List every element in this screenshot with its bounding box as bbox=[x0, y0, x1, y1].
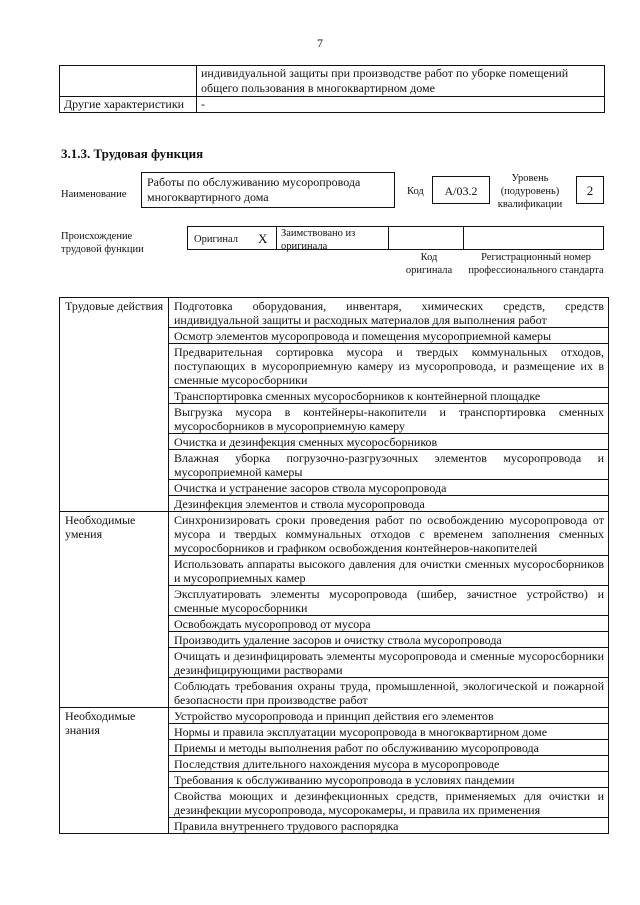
origin-box bbox=[187, 226, 604, 250]
name-label: Наименование bbox=[61, 189, 127, 200]
code-value: А/03.2 bbox=[432, 176, 490, 204]
list-item: Предварительная сортировка мусора и твердых коммунальных отходов, поступающих в мусороприемную камеру из мусоропровода, и размещение их в сменные мусоросборники bbox=[169, 344, 609, 388]
list-item: Нормы и правила эксплуатации мусоропровода в многоквартирном доме bbox=[169, 724, 609, 740]
divider bbox=[463, 226, 464, 250]
registration-number-caption: Регистрационный номер профессионального стандарта bbox=[468, 252, 604, 276]
table-cell-value: индивидуальной защиты при производстве работ по уборке помещений общего пользования в многоквартирном доме bbox=[197, 66, 605, 97]
list-item: Требования к обслуживанию мусоропровода в условиях пандемии bbox=[169, 772, 609, 788]
table-row bbox=[60, 512, 609, 556]
continuation-table bbox=[59, 65, 605, 113]
original-label: Оригинал bbox=[194, 234, 238, 245]
list-item: Устройство мусоропровода и принцип действия его элементов bbox=[169, 708, 609, 724]
table-cell-label bbox=[60, 66, 197, 97]
divider bbox=[388, 226, 389, 250]
list-item: Транспортировка сменных мусоросборников к контейнерной площадке bbox=[169, 388, 609, 404]
table-row bbox=[60, 66, 605, 97]
list-item: Правила внутреннего трудового распорядка bbox=[169, 818, 609, 834]
list-item: Очищать и дезинфицировать элементы мусоропровода и сменные мусоросборники дезинфицирующими растворами bbox=[169, 648, 609, 678]
list-item: Использовать аппараты высокого давления для очистки сменных мусоросборников и мусороприемных камер bbox=[169, 556, 609, 586]
qualification-level-label: Уровень (подуровень) квалификации bbox=[497, 173, 563, 210]
list-item: Свойства моющих и дезинфекционных средств, применяемых для очистки и дезинфекции мусоропровода, мусорокамеры, и правила их применения bbox=[169, 788, 609, 818]
code-of-original-caption: Код оригинала bbox=[405, 252, 453, 276]
category-labor-actions: Трудовые действия bbox=[60, 298, 169, 512]
list-item: Синхронизировать сроки проведения работ по освобождению мусоропровода от мусора и твердых коммунальных отходов с временем заполнения сменных мусоросборников и графиком освобождения контейнеров-накопителей bbox=[169, 512, 609, 556]
list-item: Освобождать мусоропровод от мусора bbox=[169, 616, 609, 632]
function-details-table bbox=[59, 297, 609, 834]
qualification-level-value: 2 bbox=[576, 176, 604, 204]
category-required-knowledge: Необходимые знания bbox=[60, 708, 169, 834]
origin-label: Происхождение трудовой функции bbox=[61, 231, 144, 255]
list-item: Выгрузка мусора в контейнеры-накопители и транспортировка сменных мусоросборников в мусороприемную камеру bbox=[169, 404, 609, 434]
section-title: 3.1.3. Трудовая функция bbox=[61, 146, 204, 161]
table-row bbox=[60, 298, 609, 328]
divider bbox=[276, 226, 277, 250]
borrowed-label: Заимствовано из оригинала bbox=[281, 228, 356, 252]
list-item: Производить удаление засоров и очистку ствола мусоропровода bbox=[169, 632, 609, 648]
list-item: Очистка и устранение засоров ствола мусоропровода bbox=[169, 480, 609, 496]
table-cell-label: Другие характеристики bbox=[60, 97, 197, 113]
code-label: Код bbox=[407, 186, 424, 197]
table-cell-value: - bbox=[197, 97, 605, 113]
table-row bbox=[60, 97, 605, 113]
list-item: Дезинфекция элементов и ствола мусоропровода bbox=[169, 496, 609, 512]
list-item: Подготовка оборудования, инвентаря, химических средств, средств индивидуальной защиты и расходных материалов для выполнения работ bbox=[169, 298, 609, 328]
list-item: Эксплуатировать элементы мусоропровода (шибер, зачистное устройство) и сменные мусоросборники bbox=[169, 586, 609, 616]
category-required-skills: Необходимые умения bbox=[60, 512, 169, 708]
list-item: Влажная уборка погрузочно-разгрузочных элементов мусоропровода и мусороприемной камеры bbox=[169, 450, 609, 480]
table-row bbox=[60, 708, 609, 724]
original-mark: X bbox=[258, 231, 268, 246]
function-name-value: Работы по обслуживанию мусоропровода многоквартирного дома bbox=[141, 172, 395, 208]
list-item: Очистка и дезинфекция сменных мусоросборников bbox=[169, 434, 609, 450]
list-item: Приемы и методы выполнения работ по обслуживанию мусоропровода bbox=[169, 740, 609, 756]
page-number: 7 bbox=[317, 36, 323, 50]
list-item: Осмотр элементов мусоропровода и помещения мусороприемной камеры bbox=[169, 328, 609, 344]
list-item: Последствия длительного нахождения мусора в мусоропроводе bbox=[169, 756, 609, 772]
list-item: Соблюдать требования охраны труда, промышленной, экологической и пожарной безопасности при производстве работ bbox=[169, 678, 609, 708]
